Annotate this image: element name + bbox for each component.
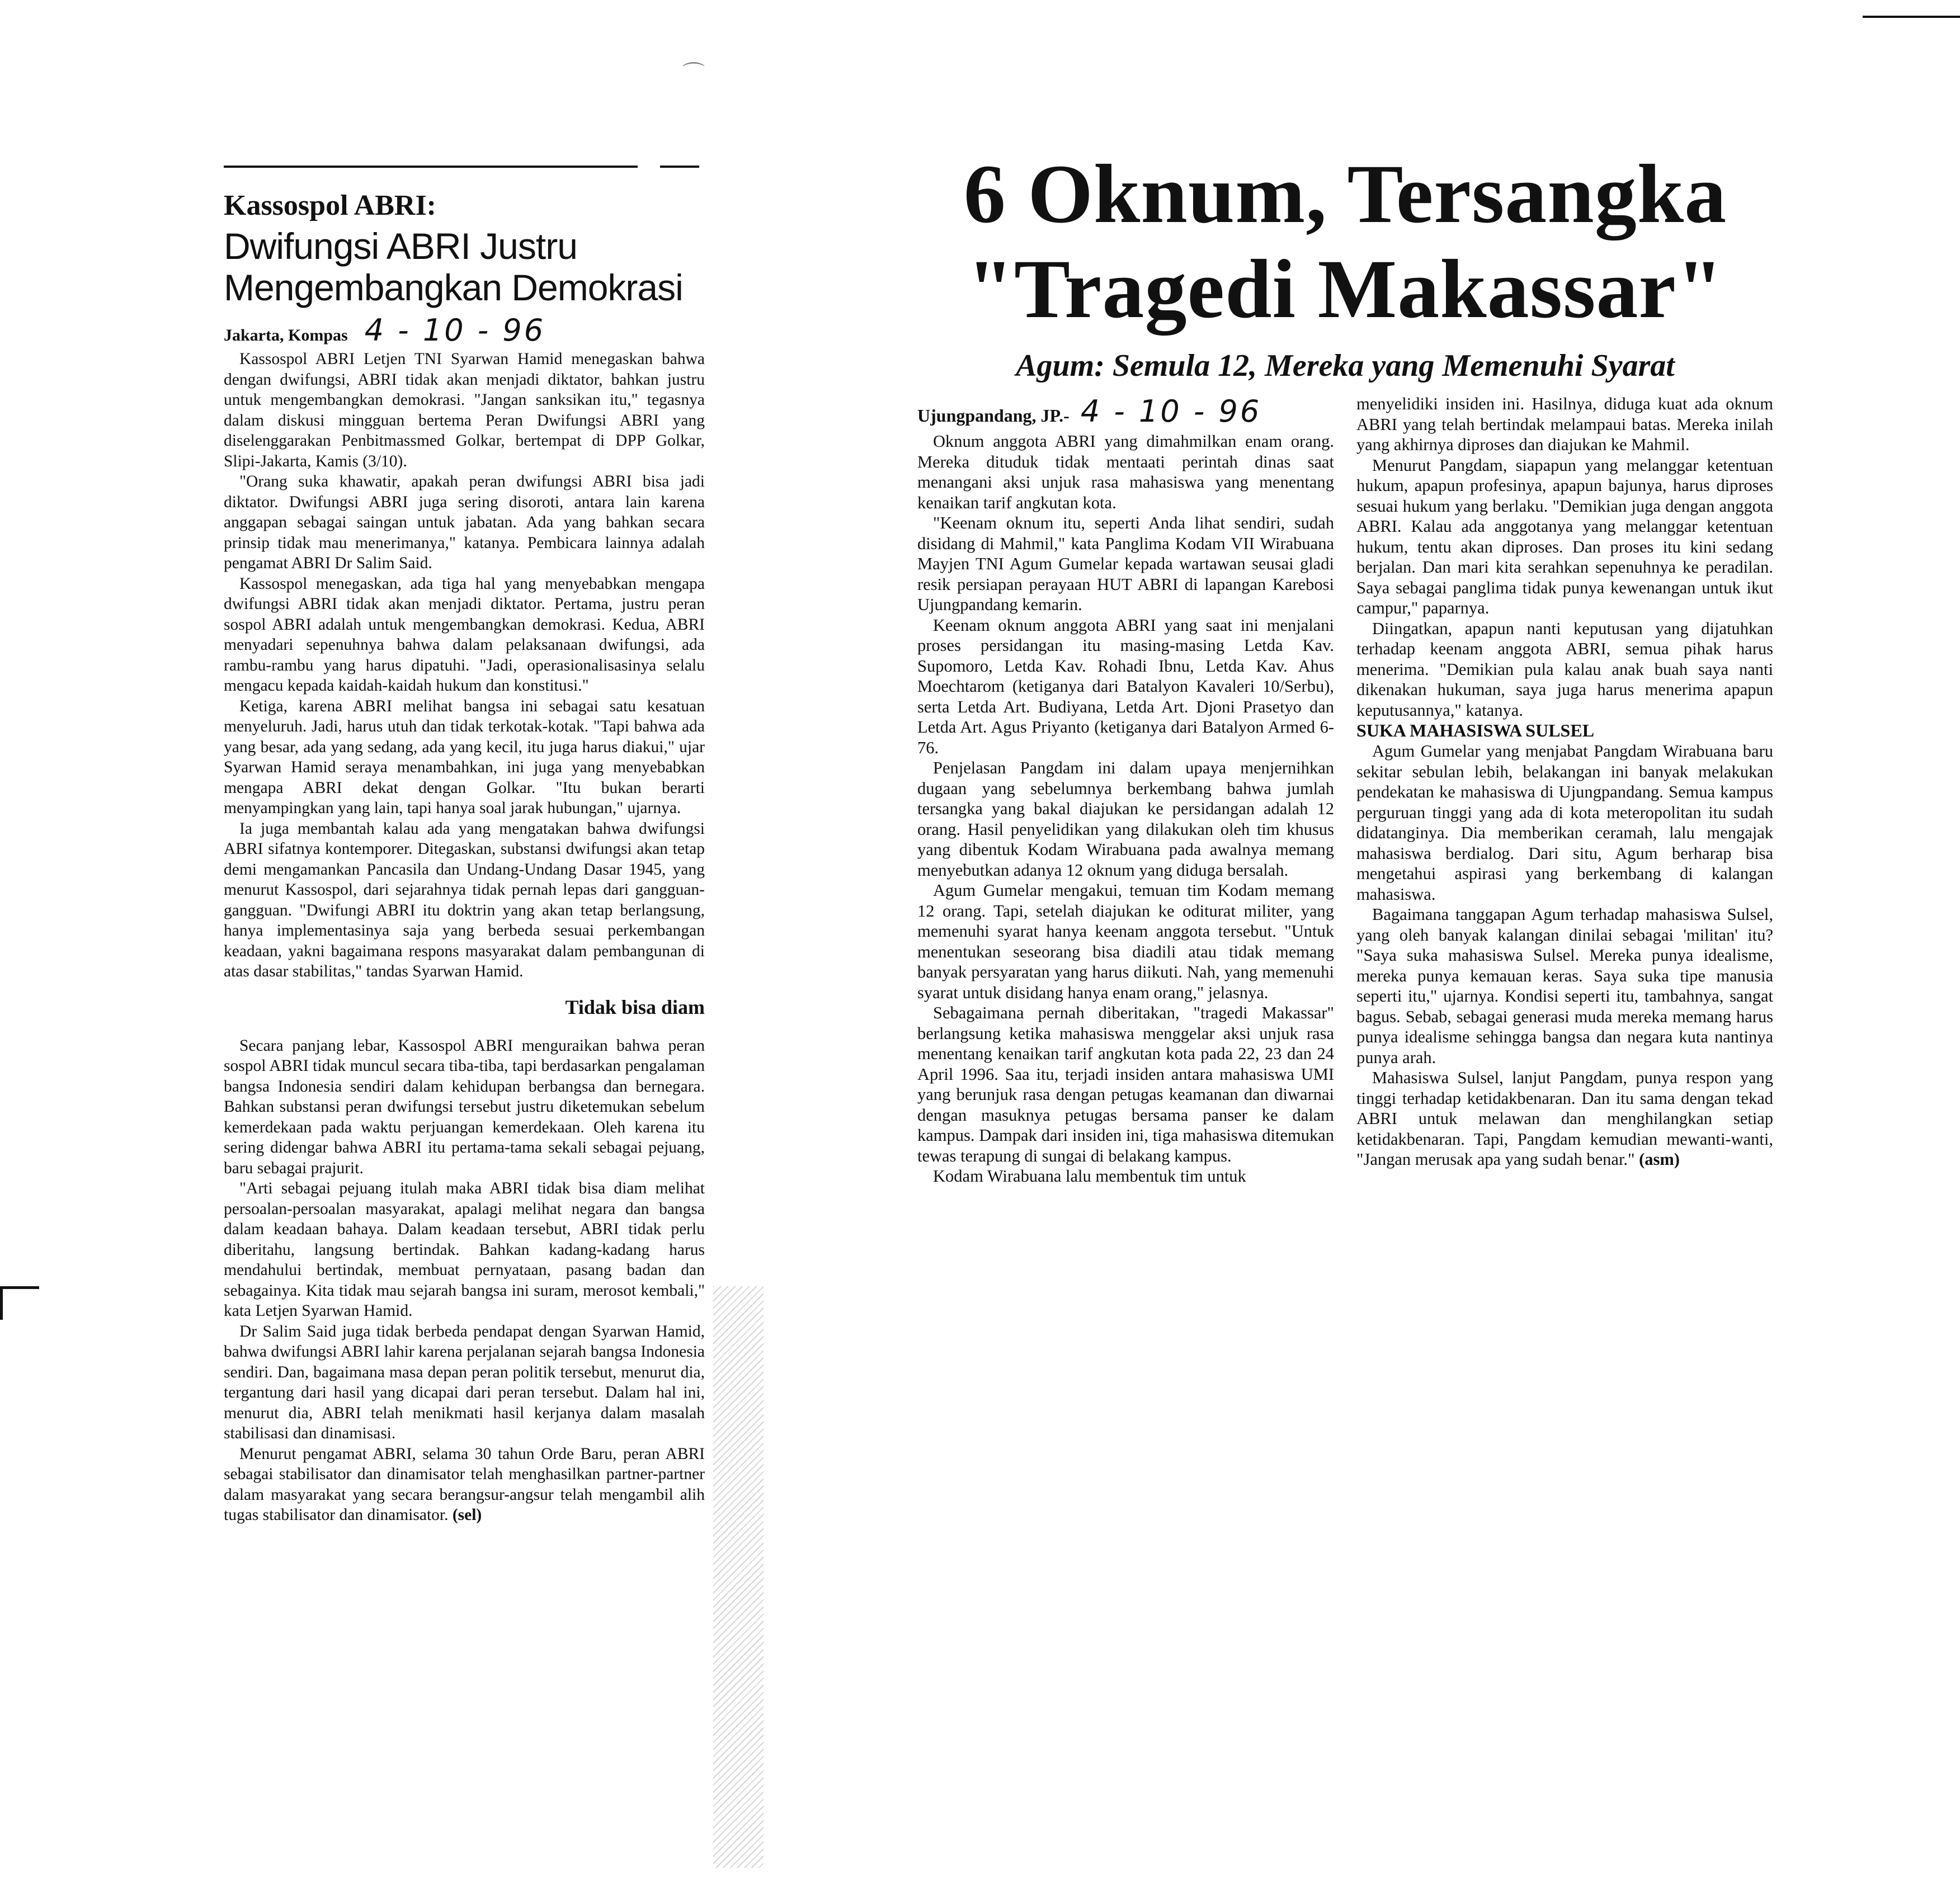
paragraph: Diingatkan, apapun nanti keputusan yang dijatuhkan terhadap keenam anggota ABRI, semua pihak harus menerima. "Demikian pula kalau anak buah saya nanti dikenakan hukuman, saya juga harus menerima apapun keputusannya," katanya. <box>1356 619 1773 720</box>
paragraph: "Orang suka khawatir, apakah peran dwifungsi ABRI bisa jadi diktator. Dwifungsi ABRI juga sering disoroti, antara lain karena anggapan sebagai saingan untuk jabatan. Ada yang bahkan secara prinsip tidak mau menerimanya," katanya. Pembicara lainnya adalah pengamat ABRI Dr Salim Said. <box>224 473 705 572</box>
byline: (sel) <box>452 1506 482 1524</box>
paragraph: menyelidiki insiden ini. Hasilnya, diduga kuat ada oknum ABRI yang telah bertindak melampaui batas. Mereka inilah yang akhirnya diproses dan diajukan ke Mahmil. <box>1356 394 1773 454</box>
paragraph: Agum Gumelar mengakui, temuan tim Kodam memang 12 orang. Tapi, setelah diajukan ke oditurat militer, yang memenuhi syarat hanya keenam anggota tersebut. "Untuk menentukan seseorang bisa diadili atau tidak memang banyak persyaratan yang harus diikuti. Nah, yang memenuhi syarat untuk disidang hanya enam orang," jelasnya. <box>917 881 1334 1002</box>
headline: Dwifungsi ABRI Justru Mengembangkan Demokrasi <box>224 225 683 308</box>
headline-line-2: "Tragedi Makassar" <box>967 243 1724 336</box>
top-rule <box>224 166 638 168</box>
last-paragraph-text: Mahasiswa Sulsel, lanjut Pangdam, punya respon yang tinggi terhadap ketidakbenaran. Dan itu sama dengan tekad ABRI untuk melawan dan menghilangkan setiap ketidakbenaran. Tapi, Pangdam kemudian mewanti-wanti, "Jangan merusak apa yang sudah benar." <box>1356 1068 1773 1169</box>
paragraph: "Arti sebagai pejuang itulah maka ABRI tidak bisa diam melihat persoalan-persoalan masyarakat, apalagi melihat negara dan bangsa dalam keadaan bahaya. Dalam keadaan tersebut, ABRI tidak perlu diberitahu, langsung bertindak. Bahkan kadang-kadang harus mendahului bertindak, membuat pernyataan, pasang badan dan sebagainya. Kita tidak mau sejarah bangsa ini suram, merosot kembali," kata Letjen Syarwan Hamid. <box>224 1179 705 1320</box>
subhead: Tidak bisa diam <box>565 995 705 1018</box>
paragraph: Bagaimana tanggapan Agum terhadap mahasiswa Sulsel, yang oleh banyak kalangan dinilai sebagai 'militan' itu? "Saya suka mahasiswa Sulsel. Mereka punya idealisme, mereka punya kemauan keras. Saya suka tipe manusia seperti itu," ujarnya. Kondisi seperti itu, tambahnya, sangat bagus. Sebab, sebagai generasi muda mereka memang harus punya idealisme sehingga bangsa dan negara kuta nantinya punya arah. <box>1356 905 1773 1067</box>
paragraph: Keenam oknum anggota ABRI yang saat ini menjalani proses persidangan itu masing-masing Letda Kav. Supomoro, Letda Kav. Rohadi Ibnu, Letda Kav. Ahus Moechtarom (ketiganya dari Batalyon Kavaleri 10/Serbu), serta Letda Art. Budiyana, Letda Art. Djoni Prasetyo dan Letda Art. Agus Priyanto (ketiganya dari Batalyon Armed 6-76. <box>917 615 1334 757</box>
paragraph: Menurut Pangdam, siapapun yang melanggar ketentuan hukum, apapun profesinya, apapun bajunya, harus diproses sesuai hukum yang berlaku. "Demikian juga dengan anggota ABRI. Kalau ada anggotanya yang melanggar ketentuan hukum, tentu akan diproses. Dan proses itu kini sedang berjalan. Dan mari kita serahkan sepenuhnya ke peradilan. Saya sebagai panglima tidak punya kewenangan untuk ikut campur," paparnya. <box>1356 455 1773 617</box>
subhead: SUKA MAHASISWA SULSEL <box>1356 720 1595 740</box>
scan-edge-left <box>0 1286 39 1289</box>
handwritten-date: 4 - 10 - 96 <box>1080 394 1262 429</box>
paragraph: Penjelasan Pangdam ini dalam upaya menjernihkan dugaan yang sebelumnya berkembang bahwa jumlah tersangka yang bakal diajukan ke persidangan adalah 12 orang. Hasil penyelidikan yang dilakukan oleh tim khusus yang dibentuk Kodam Wirabuana pada awalnya memang menyebutkan adanya 12 oknum yang diduga bersalah. <box>917 758 1334 880</box>
paragraph: Kassospol menegaskan, ada tiga hal yang menyebabkan mengapa dwifungsi ABRI tidak akan menjadi diktator. Pertama, justru peran sospol ABRI adalah untuk mengembangkan demokrasi. Kedua, ABRI menyadari sepenuhnya bahwa dalam pelaksanaan dwifungsi, ada rambu-rambu yang harus dipatuhi. "Jadi, operasionalisasinya selalu mengacu kepada kaidah-kaidah hukum dan konstitusi." <box>224 574 705 695</box>
last-paragraph <box>224 1444 705 1526</box>
kicker: Kassospol ABRI: <box>224 190 436 221</box>
left-article <box>224 166 705 1526</box>
punch-mark: ⌒ <box>682 61 705 87</box>
last-paragraph-text: Menurut pengamat ABRI, selama 30 tahun Orde Baru, peran ABRI sebagai stabilisator dan dinamisator telah menghasilkan partner-partner dalam masyarakat yang secara berangsur-angsur telah mengambil alih tugas stabilisator dan dinamisator. <box>224 1444 705 1524</box>
paragraph: Secara panjang lebar, Kassospol ABRI menguraikan bahwa peran sospol ABRI tidak muncul secara tiba-tiba, tapi berdasarkan pengalaman bangsa Indonesia sendiri dalam kehidupan berbangsa dan bernegara. Bahkan substansi peran dwifungsi tersebut justru diketemukan sebelum kemerdekaan pada waktu perjuangan kemerdekaan. Oleh karena itu sering didengar bahwa ABRI itu pertama-tama sekali sebagai pejuang, baru sebagai prajurit. <box>224 1036 705 1177</box>
dateline-text: Ujungpandang, JP.- <box>917 405 1069 426</box>
handwritten-date: 4 - 10 - 96 <box>364 313 546 348</box>
scan-edge-top-right <box>1863 16 1960 18</box>
paragraph: Dr Salim Said juga tidak berbeda pendapat dengan Syarwan Hamid, bahwa dwifungsi ABRI lahir karena perjalanan sejarah bangsa Indonesia sendiri. Dan, bagaimana masa depan peran politik tersebut, menurut dia, tergantung dari hasil yang dicapai dari peran tersebut. Dalam hal ini, menurut dia, ABRI telah menikmati hasil kerjanya dalam masalah stabilisasi dan dinamisasi. <box>224 1322 705 1442</box>
paragraph: Ketiga, karena ABRI melihat bangsa ini sebagai satu kesatuan menyeluruh. Jadi, harus utuh dan tidak terkotak-kotak. "Tapi bahwa ada yang besar, ada yang sedang, ada yang kecil, itu juga harus diakui," ujar Syarwan Hamid seraya menambahkan, ini juga yang menyebabkan mengapa ABRI dekat dengan Golkar. "Itu bukan berarti menyampingkan yang lain, tapi hanya soal jarak hubungan," ujarnya. <box>224 697 705 817</box>
columns <box>917 394 1773 1187</box>
scan-noise <box>713 1286 764 1868</box>
paragraph: Kodam Wirabuana lalu membentuk tim untuk <box>933 1167 1246 1186</box>
paragraph: Ia juga membantah kalau ada yang mengatakan bahwa dwifungsi ABRI sifatnya kontemporer. Ditegaskan, substansi dwifungsi akan tetap demi mengamankan Pancasila dan Undang-Undang Dasar 1945, yang menurut Kassospol, dari sejarahnya tidak pernah lepas dari gangguan-gangguan. "Dwifungi ABRI itu doktrin yang akan tetap berlangsung, hanya implementasinya saja yang berbeda sesuai perkembangan keadaan, yakni bagaimana respons masyarakat dalam pembangunan di atas dasar stabilitas," tandas Syarwan Hamid. <box>224 819 705 980</box>
paragraph: Sebagaimana pernah diberitakan, "tragedi Makassar" berlangsung ketika mahasiswa menggelar aksi unjuk rasa menentang kenaikan tarif angkutan kota pada 22, 23 dan 24 April 1996. Saa itu, terjadi insiden antara mahasiswa UMI yang berunjuk rasa dengan petugas keamanan dan diwarnai dengan masuknya petugas bersama panser ke dalam kampus. Dampak dari insiden ini, tiga mahasiswa ditemukan tewas terapung di sungai di belakang kampus. <box>917 1003 1334 1165</box>
headline-line-1: 6 Oknum, Tersangka <box>963 148 1727 240</box>
dateline <box>224 313 705 348</box>
top-rule-short <box>660 166 699 168</box>
column-2 <box>1356 394 1773 1187</box>
paragraph: Agum Gumelar yang menjabat Pangdam Wirabuana baru sekitar sebulan lebih, belakangan ini banyak melakukan pendekatan ke mahasiswa di Ujungpandang. Semua kampus perguruan tinggi yang ada di kota meteropolitan itu sudah didatanginya. Dia memberikan ceramah, lalu mengajak mahasiswa berdialog. Dari situ, Agum berharap bisa mengetahui aspirasi yang berkembang di kalangan mahasiswa. <box>1356 742 1773 904</box>
deck: Agum: Semula 12, Mereka yang Memenuhi Syarat <box>1016 348 1675 383</box>
byline: (asm) <box>1639 1150 1680 1169</box>
dateline-text: Jakarta, Kompas <box>224 326 348 344</box>
paragraph: "Keenam oknum itu, seperti Anda lihat sendiri, sudah disidang di Mahmil," kata Panglima Kodam VII Wirabuana Mayjen TNI Agum Gumelar kepada wartawan seusai gladi resik persiapan perayaan HUT ABRI di lapangan Karebosi Ujungpandang kemarin. <box>917 513 1334 614</box>
column-1 <box>917 394 1334 1187</box>
paragraph: Oknum anggota ABRI yang dimahmilkan enam orang. Mereka dituduk tidak mentaati perintah dinas saat menangani aksi unjuk rasa mahasiswa yang menentang kenaikan tarif angkutan kota. <box>917 432 1334 512</box>
dateline <box>917 394 1334 429</box>
right-article <box>917 147 1773 1187</box>
paragraph: Kassospol ABRI Letjen TNI Syarwan Hamid menegaskan bahwa dengan dwifungsi, ABRI tidak akan menjadi diktator, bahkan justru untuk mengembangkan demokrasi. "Jangan sanksikan itu," tegasnya dalam diskusi mingguan bertema Peran Dwifungsi ABRI yang diselenggarakan Penbitmassmed Golkar, bertempat di DPP Golkar, Slipi-Jakarta, Kamis (3/10). <box>224 350 705 470</box>
scan-edge-left-vertical <box>0 1286 3 1320</box>
last-paragraph <box>1356 1068 1773 1170</box>
